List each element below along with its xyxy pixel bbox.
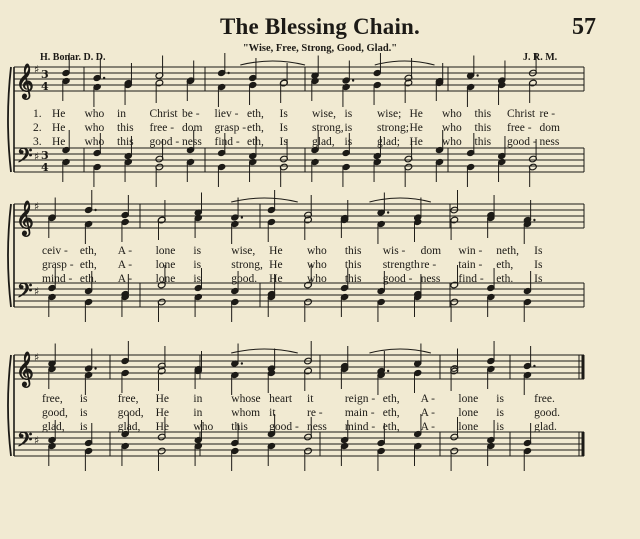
lyric-syllable: free, xyxy=(42,393,63,405)
lyric-syllable: this xyxy=(117,136,134,148)
bass-clef: 𝄢 xyxy=(17,143,33,172)
hymn-title: The Blessing Chain. xyxy=(220,14,420,39)
lyric-syllable: wise, xyxy=(231,245,256,257)
lyric-syllable: He xyxy=(409,108,423,120)
slur xyxy=(231,349,298,353)
lyric-syllable: good - xyxy=(149,136,180,148)
lyric-syllable: who xyxy=(442,122,462,134)
lyric-syllable: this xyxy=(474,108,492,120)
key-signature-sharp: ♯ xyxy=(34,63,40,76)
lyric-syllable: good - xyxy=(507,136,537,148)
slur xyxy=(369,198,430,202)
lyric-syllable: mind - xyxy=(42,273,73,285)
lyric-syllable: grasp - xyxy=(214,122,247,134)
lyric-syllable: this xyxy=(344,259,362,271)
lyric-syllable: heart xyxy=(269,393,293,405)
lyric-syllable: He xyxy=(155,407,169,419)
lyric-syllable: this xyxy=(344,245,362,257)
lyric-syllable: re - xyxy=(307,407,323,419)
time-signature-top: 3 xyxy=(41,149,49,162)
treble-clef: 𝄞 xyxy=(16,201,34,236)
dot xyxy=(387,211,389,213)
lyric-syllable: free - xyxy=(149,122,175,134)
dot xyxy=(227,72,229,74)
lyric-syllable: He xyxy=(155,421,169,433)
lyric-syllable: strength xyxy=(382,259,420,271)
slur xyxy=(240,61,305,65)
lyric-syllable: dom xyxy=(539,122,560,134)
lyric-syllable: Is xyxy=(279,136,288,148)
dot xyxy=(476,74,478,76)
lyric-syllable: is xyxy=(193,273,202,285)
lyric-syllable: be - xyxy=(182,108,200,120)
lyric-syllable: lone xyxy=(155,245,176,257)
lyric-syllable: He xyxy=(155,393,169,405)
brace xyxy=(8,67,11,172)
author-credit: H. Bonar. D. D. xyxy=(40,52,106,63)
lyric-syllable: whose xyxy=(231,393,261,405)
lyric-syllable: He xyxy=(52,122,66,134)
lyric-syllable: eth, xyxy=(79,259,97,271)
lyric-syllable: Is xyxy=(279,122,288,134)
lyric-syllable: Is xyxy=(534,245,543,257)
lyric-syllable: Is xyxy=(279,108,288,120)
lyric-syllable: win - xyxy=(458,245,483,257)
lyric-syllable: whom xyxy=(231,407,261,419)
lyric-syllable: in xyxy=(193,393,203,405)
lyric-syllable: good. xyxy=(231,273,258,285)
lyric-syllable: lone xyxy=(458,393,479,405)
lyric-syllable: tain - xyxy=(458,259,483,271)
lyric-syllable: good. xyxy=(534,407,561,419)
lyric-syllable: reign - xyxy=(344,393,376,405)
lyric-syllable: who xyxy=(84,136,105,148)
lyric-syllable: eth, xyxy=(382,407,400,419)
lyric-syllable: A - xyxy=(117,259,133,271)
lyric-syllable: A - xyxy=(420,421,435,433)
lyric-syllable: Is xyxy=(534,273,543,285)
dot xyxy=(103,77,105,79)
lyric-syllable: dom xyxy=(420,245,442,257)
lyric-syllable: is xyxy=(79,393,88,405)
lyric-syllable: glad; xyxy=(377,136,400,148)
lyric-syllable: He xyxy=(269,273,283,285)
lyric-syllable: dom xyxy=(182,122,203,134)
lyric-syllable: is xyxy=(193,259,202,271)
lyric-syllable: eth. xyxy=(496,273,514,285)
lyric-syllable: Christ xyxy=(507,108,536,120)
lyric-syllable: eth, xyxy=(79,245,97,257)
lyric-syllable: re - xyxy=(539,108,556,120)
lyric-syllable: grasp - xyxy=(42,259,74,271)
lyric-syllable: it xyxy=(307,393,314,405)
dot xyxy=(533,365,535,367)
lyric-syllable: who xyxy=(307,259,327,271)
dot xyxy=(94,367,96,369)
lyric-syllable: ceiv - xyxy=(42,245,68,257)
lyric-syllable: eth, xyxy=(247,136,264,148)
lyric-syllable: who xyxy=(193,421,214,433)
lyric-syllable: is xyxy=(344,108,353,120)
lyric-syllable: He xyxy=(269,245,283,257)
dot xyxy=(533,219,535,221)
lyric-syllable: Christ xyxy=(149,108,178,120)
lyric-syllable: A - xyxy=(420,407,435,419)
lyric-syllable: lone xyxy=(458,421,479,433)
lyric-syllable: eth, xyxy=(496,259,514,271)
lyric-syllable: strong; xyxy=(377,122,409,134)
composer-credit: J. R. M. xyxy=(523,52,558,63)
lyric-syllable: this xyxy=(474,136,492,148)
verse-number: 2. xyxy=(33,122,42,134)
lyric-syllable: wis - xyxy=(382,245,406,257)
lyric-syllable: this xyxy=(231,421,248,433)
lyric-syllable: glad, xyxy=(312,136,335,148)
lyric-syllable: in xyxy=(117,108,126,120)
key-signature-sharp: ♯ xyxy=(34,434,40,447)
lyric-syllable: eth, xyxy=(247,108,264,120)
lyric-syllable: find - xyxy=(458,273,484,285)
lyric-syllable: good, xyxy=(117,407,144,419)
lyric-syllable: glad, xyxy=(117,421,141,433)
lyric-syllable: eth, xyxy=(382,421,400,433)
slur xyxy=(369,349,430,353)
lyric-syllable: eth. xyxy=(79,273,97,285)
brace xyxy=(8,204,11,307)
dot xyxy=(94,209,96,211)
treble-clef: 𝄞 xyxy=(16,64,34,99)
lyric-syllable: is xyxy=(496,407,504,419)
lyric-syllable: lone xyxy=(458,407,479,419)
lyric-syllable: who xyxy=(307,245,327,257)
lyric-syllable: is xyxy=(344,136,353,148)
bass-clef: 𝄢 xyxy=(17,427,33,456)
dot xyxy=(387,370,389,372)
lyric-syllable: who xyxy=(84,108,105,120)
lyric-syllable: is xyxy=(496,421,504,433)
lyric-syllable: in xyxy=(193,407,203,419)
key-signature-sharp: ♯ xyxy=(34,200,40,213)
key-signature-sharp: ♯ xyxy=(34,285,40,298)
treble-clef: 𝄞 xyxy=(16,352,34,387)
lyric-syllable: wise; xyxy=(377,108,402,120)
lyric-syllable: He xyxy=(52,108,66,120)
lyric-syllable: He xyxy=(409,136,423,148)
lyric-syllable: it xyxy=(269,407,276,419)
hymn-subtitle: "Wise, Free, Strong, Good, Glad." xyxy=(242,43,398,54)
lyric-syllable: Is xyxy=(534,259,543,271)
lyric-syllable: this xyxy=(344,273,362,285)
lyric-syllable: good, xyxy=(42,407,68,419)
lyric-syllable: wise, xyxy=(312,108,336,120)
dot xyxy=(241,216,243,218)
lyric-syllable: who xyxy=(442,136,462,148)
lyric-syllable: glad, xyxy=(42,421,65,433)
lyric-syllable: He xyxy=(52,136,66,148)
time-signature-bottom: 4 xyxy=(41,80,49,93)
lyric-syllable: eth, xyxy=(247,122,264,134)
lyric-syllable: is xyxy=(79,407,88,419)
bass-clef: 𝄢 xyxy=(17,278,33,307)
lyric-syllable: find - xyxy=(214,136,240,148)
lyric-syllable: lone xyxy=(155,273,176,285)
lyric-syllable: ness xyxy=(307,421,327,433)
lyric-syllable: liev - xyxy=(214,108,239,120)
verse-number: 3. xyxy=(33,136,42,148)
lyric-syllable: who xyxy=(307,273,327,285)
lyric-syllable: A - xyxy=(420,393,435,405)
lyric-syllable: is xyxy=(193,245,202,257)
lyric-syllable: ness xyxy=(182,136,202,148)
time-signature-bottom: 4 xyxy=(41,161,49,174)
lyric-syllable: good - xyxy=(269,421,299,433)
lyric-syllable: strong, xyxy=(312,122,344,134)
key-signature-sharp: ♯ xyxy=(34,150,40,163)
lyric-syllable: free - xyxy=(507,122,532,134)
brace xyxy=(8,355,11,456)
lyric-syllable: eth, xyxy=(382,393,400,405)
lyric-syllable: ness xyxy=(539,136,560,148)
lyric-syllable: who xyxy=(442,108,462,120)
lyric-syllable: lone xyxy=(155,259,176,271)
page-number: 57 xyxy=(572,14,596,40)
lyric-syllable: is xyxy=(344,122,353,134)
lyric-syllable: He xyxy=(269,259,283,271)
dot xyxy=(241,362,243,364)
lyric-syllable: free. xyxy=(534,393,555,405)
lyric-syllable: ness xyxy=(420,273,441,285)
lyric-syllable: He xyxy=(409,122,423,134)
lyric-syllable: mind - xyxy=(344,421,376,433)
lyric-syllable: glad. xyxy=(534,421,557,433)
lyric-syllable: this xyxy=(474,122,492,134)
lyric-syllable: A - xyxy=(117,273,133,285)
slur xyxy=(375,61,435,65)
lyric-syllable: main - xyxy=(344,407,375,419)
slur xyxy=(231,198,298,202)
time-signature-top: 3 xyxy=(41,68,49,81)
lyric-syllable: strong, xyxy=(231,259,263,271)
dot xyxy=(352,79,354,81)
lyric-syllable: is xyxy=(79,421,88,433)
lyric-syllable: good - xyxy=(382,273,413,285)
key-signature-sharp: ♯ xyxy=(34,351,40,364)
lyric-syllable: re - xyxy=(420,259,437,271)
verse-number: 1. xyxy=(33,108,42,120)
lyric-syllable: free, xyxy=(117,393,139,405)
lyric-syllable: this xyxy=(117,122,134,134)
lyric-syllable: neth, xyxy=(496,245,519,257)
lyric-syllable: who xyxy=(84,122,105,134)
lyric-syllable: is xyxy=(496,393,504,405)
lyric-syllable: A - xyxy=(117,245,133,257)
